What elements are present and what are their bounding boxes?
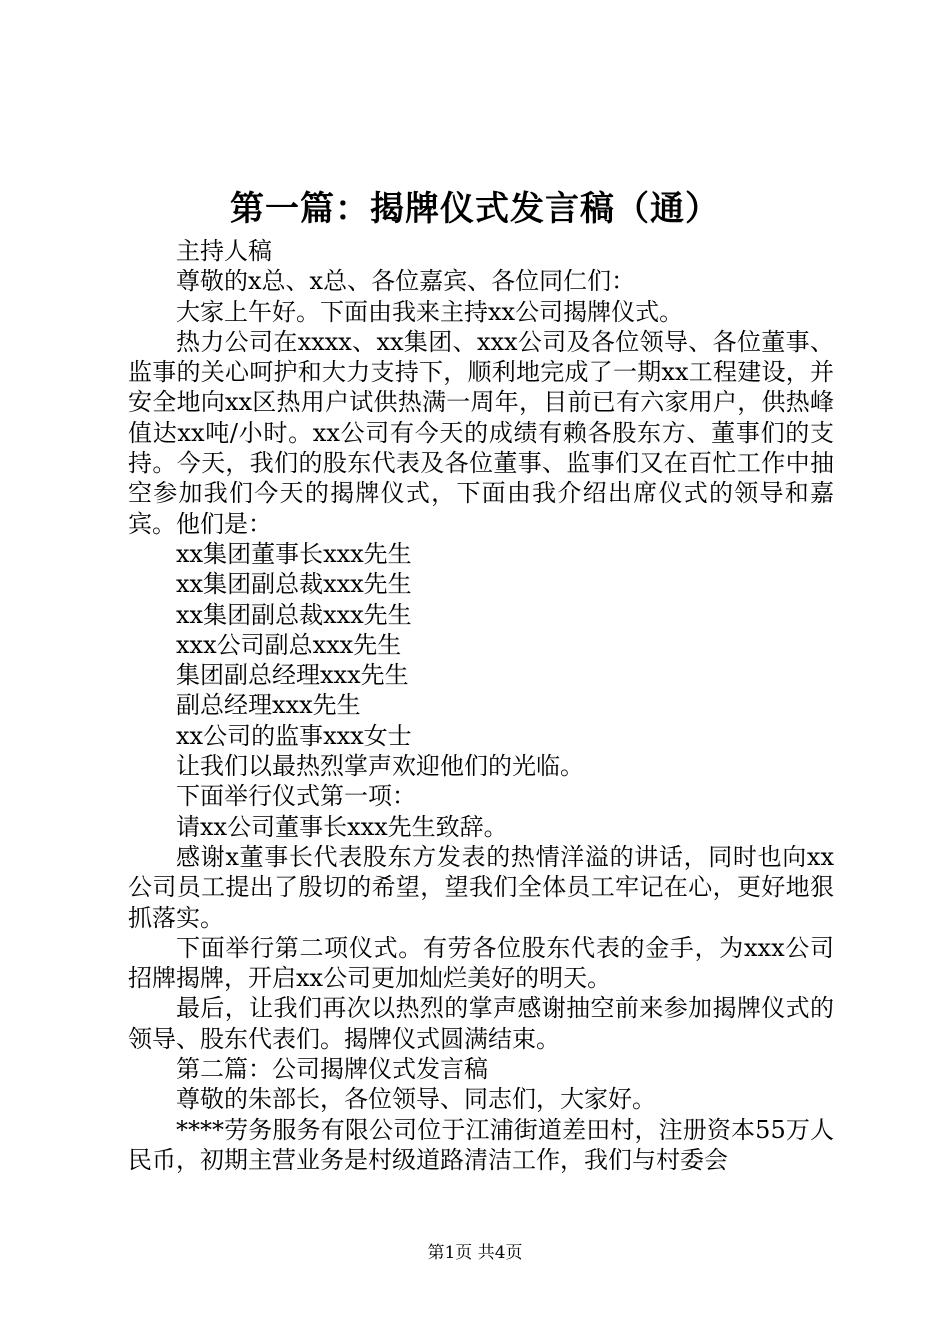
paragraph: 主持人稿	[176, 237, 272, 265]
guest-list-item: xxx公司副总xxx先生	[176, 630, 402, 659]
paragraph: 热力公司在xxxx、xx集团、xxx公司及各位领导、各位董事、监事的关心呵护和大力支持下，顺利地完成了一期xx工程建设，并安全地向xx区热用户试供热满一周年，目前已有六家用户，供热峰值达xx吨/小时。xx公司有今天的成绩有赖各股东方、董事们的支持。今天，我们的股东代表及各位董事、监事们又在百忙工作中抽空参加我们今天的揭牌仪式，下面由我介绍出席仪式的领导和嘉宾。他们是：	[128, 327, 834, 538]
section-heading: 第二篇：公司揭牌仪式发言稿	[176, 1055, 488, 1084]
paragraph: 让我们以最热烈掌声欢迎他们的光临。	[176, 752, 584, 781]
paragraph: 请xx公司董事长xxx先生致辞。	[176, 812, 508, 841]
guest-list-item: 集团副总经理xxx先生	[176, 661, 409, 690]
guest-list-item: xx集团副总裁xxx先生	[176, 600, 412, 629]
guest-list-item: xx集团副总裁xxx先生	[176, 570, 412, 599]
guest-list-item: xx公司的监事xxx女士	[176, 721, 412, 750]
paragraph: 下面举行第二项仪式。有劳各位股东代表的金手，为xxx公司招牌揭牌，开启xx公司更加灿烂美好的明天。	[128, 933, 834, 993]
paragraph: ****劳务服务有限公司位于江浦街道差田村，注册资本55万人民币，初期主营业务是村级道路清洁工作，我们与村委会	[128, 1115, 834, 1174]
paragraph: 尊敬的朱部长，各位领导、同志们，大家好。	[176, 1085, 656, 1114]
page-number: 第1页 共4页	[427, 1243, 523, 1263]
paragraph: 下面举行仪式第一项：	[176, 782, 416, 811]
paragraph: 尊敬的x总、x总、各位嘉宾、各位同仁们：	[176, 267, 636, 296]
paragraph: 大家上午好。下面由我来主持xx公司揭牌仪式。	[176, 297, 684, 326]
paragraph: 感谢x董事长代表股东方发表的热情洋溢的讲话，同时也向xx公司员工提出了殷切的希望，望我们全体员工牢记在心，更好地狠抓落实。	[128, 842, 834, 932]
paragraph: 最后，让我们再次以热烈的掌声感谢抽空前来参加揭牌仪式的领导、股东代表们。揭牌仪式圆满结束。	[128, 994, 834, 1053]
page-title: 第一篇：揭牌仪式发言稿（通）	[230, 189, 720, 229]
guest-list-item: xx集团董事长xxx先生	[176, 539, 412, 568]
document-body	[128, 236, 834, 1175]
guest-list-item: 副总经理xxx先生	[176, 691, 361, 720]
